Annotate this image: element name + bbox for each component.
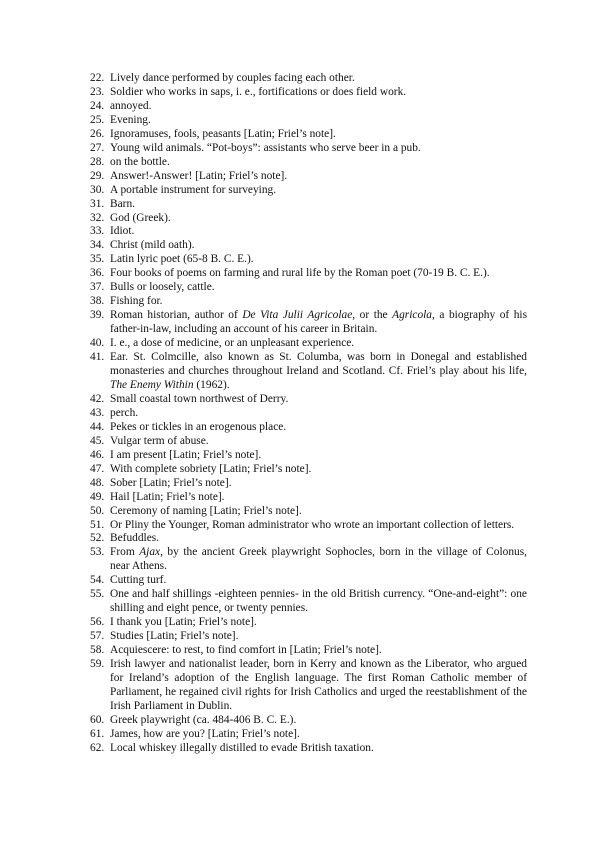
endnote-text-segment: Irish lawyer and nationalist leader, born in Kerry and known as the Liberator, who argued for Ireland’s adoption of the English language. The first Roman Catholic member of Parliament, he regained civil rights for Irish Catholics and urged the reestablishment of the Irish Parliament in Dublin.: [110, 658, 527, 712]
endnote-text: [110, 337, 527, 351]
endnote-number: 61.: [90, 727, 105, 740]
endnote-item: [90, 128, 527, 142]
endnote-text: [110, 658, 527, 714]
endnote-item: [90, 337, 527, 351]
endnote-text-segment: Latin lyric poet (65-8 B. C. E.).: [110, 253, 254, 266]
endnote-text-segment: Acquiescere: to rest, to find comfort in [Latin; Friel’s note].: [110, 644, 382, 657]
endnote-text-segment: Lively dance performed by couples facing each other.: [110, 72, 355, 84]
endnote-text: [110, 449, 527, 463]
endnote-text: [110, 742, 527, 756]
endnote-text: [110, 142, 527, 156]
endnotes-list: [90, 72, 527, 756]
endnote-text-segment: Barn.: [110, 197, 135, 210]
endnote-text-segment: With complete sobriety [Latin; Friel’s note].: [110, 462, 312, 475]
endnote-number: 43.: [90, 406, 105, 419]
endnote-text: [110, 728, 527, 742]
endnote-number: 46.: [90, 448, 105, 461]
endnote-item: [90, 100, 527, 114]
endnote-item: [90, 72, 527, 86]
endnote-text: [110, 630, 527, 644]
endnote-number: 59.: [90, 658, 105, 671]
endnote-number: 28.: [90, 155, 105, 168]
endnote-text-segment: Pekes or tickles in an erogenous place.: [110, 420, 287, 433]
endnote-text: [110, 198, 527, 212]
endnote-item: [90, 519, 527, 533]
endnote-text-segment: Or Pliny the Younger, Roman administrator who wrote an important collection of letters.: [110, 518, 515, 531]
endnote-item: [90, 644, 527, 658]
endnote-text: [110, 239, 527, 253]
endnote-text-segment: , by the ancient Greek playwright Sophocles, born in the village of Colonus, near Athens.: [110, 546, 528, 573]
endnote-text: [110, 72, 527, 86]
endnote-item: [90, 142, 527, 156]
endnote-text-segment: Ceremony of naming [Latin; Friel’s note].: [110, 504, 302, 517]
endnote-text: [110, 393, 527, 407]
endnote-text-segment: Local whiskey illegally distilled to evade British taxation.: [110, 741, 374, 754]
endnote-text-segment: Ear. St. Colmcille, also known as St. Columba, was born in Donegal and established monasteries and churches throughout Ireland and Scotland. Cf. Friel’s play about his life,: [110, 351, 527, 378]
endnote-number: 27.: [90, 141, 105, 154]
endnote-number: 24.: [90, 99, 105, 112]
endnote-number: 38.: [90, 295, 105, 308]
endnote-number: 62.: [90, 741, 105, 754]
endnote-text-segment: Four books of poems on farming and rural life by the Roman poet (70-19 B. C. E.).: [110, 267, 490, 280]
endnote-item: [90, 184, 527, 198]
endnote-italic-title: The Enemy Within: [110, 378, 194, 391]
endnote-text-segment: From: [110, 546, 140, 559]
endnote-text-segment: , a biography of his father-in-law, including an account of his career in Britain.: [110, 309, 528, 336]
endnote-text: [110, 491, 527, 505]
endnote-number: 41.: [90, 351, 105, 364]
endnote-text-segment: Fishing for.: [110, 295, 163, 308]
endnote-number: 35.: [90, 253, 105, 266]
endnote-text: [110, 574, 527, 588]
endnote-text: [110, 128, 527, 142]
endnote-item: [90, 239, 527, 253]
endnote-text: [110, 644, 527, 658]
endnote-number: 44.: [90, 420, 105, 433]
endnote-item: [90, 574, 527, 588]
endnote-number: 51.: [90, 518, 105, 531]
endnote-text: [110, 184, 527, 198]
endnote-item: [90, 742, 527, 756]
endnote-number: 31.: [90, 197, 105, 210]
endnote-item: [90, 198, 527, 212]
endnote-item: [90, 170, 527, 184]
endnote-text: [110, 309, 527, 337]
endnote-text-segment: perch.: [110, 406, 139, 419]
endnote-item: [90, 463, 527, 477]
endnote-item: [90, 351, 527, 393]
endnote-text-segment: Sober [Latin; Friel’s note].: [110, 476, 232, 489]
endnote-number: 56.: [90, 616, 105, 629]
endnote-text-segment: (1962).: [193, 378, 230, 391]
endnote-item: [90, 86, 527, 100]
endnote-text: [110, 588, 527, 616]
endnote-text: [110, 267, 527, 281]
endnote-number: 54.: [90, 574, 105, 587]
endnote-text-segment: Vulgar term of abuse.: [110, 434, 209, 447]
endnote-item: [90, 435, 527, 449]
endnote-text-segment: Befuddles.: [110, 532, 160, 545]
endnote-text: [110, 407, 527, 421]
endnote-item: [90, 225, 527, 239]
endnote-item: [90, 114, 527, 128]
endnote-text: [110, 86, 527, 100]
endnote-text: [110, 170, 527, 184]
endnote-text-segment: Young wild animals. “Pot-boys”: assistants who serve beer in a pub.: [110, 141, 421, 154]
endnote-text-segment: Evening.: [110, 113, 151, 126]
endnote-text: [110, 156, 527, 170]
endnote-number: 32.: [90, 211, 105, 224]
endnote-text-segment: Small coastal town northwest of Derry.: [110, 392, 289, 405]
endnote-number: 40.: [90, 337, 105, 350]
endnote-text-segment: Ignoramuses, fools, peasants [Latin; Friel’s note].: [110, 127, 336, 140]
endnote-item: [90, 588, 527, 616]
endnote-text-segment: Roman historian, author of: [110, 309, 243, 322]
endnote-text: [110, 295, 527, 309]
endnote-number: 49.: [90, 490, 105, 503]
endnote-number: 34.: [90, 239, 105, 252]
endnote-text: [110, 100, 527, 114]
endnote-item: [90, 267, 527, 281]
endnote-number: 45.: [90, 434, 105, 447]
endnote-item: [90, 309, 527, 337]
endnote-text-segment: annoyed.: [110, 99, 152, 112]
endnote-item: [90, 295, 527, 309]
endnote-number: 23.: [90, 85, 105, 98]
endnote-text: [110, 351, 527, 393]
endnote-number: 48.: [90, 476, 105, 489]
endnote-text-segment: Bulls or loosely, cattle.: [110, 281, 215, 294]
endnote-item: [90, 253, 527, 267]
endnote-item: [90, 393, 527, 407]
endnote-text: [110, 212, 527, 226]
endnote-text-segment: , or the: [352, 309, 393, 322]
endnote-item: [90, 491, 527, 505]
endnote-number: 22.: [90, 72, 105, 84]
endnote-number: 53.: [90, 546, 105, 559]
endnote-italic-title: Ajax: [139, 546, 161, 559]
endnote-item: [90, 281, 527, 295]
endnote-item: [90, 421, 527, 435]
endnote-number: 42.: [90, 392, 105, 405]
endnote-text-segment: I am present [Latin; Friel’s note].: [110, 448, 262, 461]
endnote-text-segment: One and half shillings -eighteen pennies- in the old British currency. “One-and-eight”: one shilling and eight pence, or twenty pennies.: [110, 588, 527, 615]
endnote-number: 55.: [90, 588, 105, 601]
endnote-item: [90, 212, 527, 226]
endnote-number: 29.: [90, 169, 105, 182]
endnote-text: [110, 532, 527, 546]
endnote-item: [90, 477, 527, 491]
endnote-text: [110, 477, 527, 491]
endnote-number: 33.: [90, 225, 105, 238]
endnote-text: [110, 546, 527, 574]
endnote-text-segment: Answer!-Answer! [Latin; Friel’s note].: [110, 169, 288, 182]
endnote-item: [90, 630, 527, 644]
endnote-text-segment: James, how are you? [Latin; Friel’s note].: [110, 727, 300, 740]
endnote-number: 60.: [90, 713, 105, 726]
endnote-text: [110, 421, 527, 435]
endnote-number: 25.: [90, 113, 105, 126]
endnote-text-segment: Christ (mild oath).: [110, 239, 195, 252]
endnote-text: [110, 114, 527, 128]
endnote-text-segment: I. e., a dose of medicine, or an unpleasant experience.: [110, 337, 355, 350]
endnote-text: [110, 616, 527, 630]
endnote-item: [90, 546, 527, 574]
endnote-number: 57.: [90, 630, 105, 643]
endnote-number: 58.: [90, 644, 105, 657]
endnote-number: 52.: [90, 532, 105, 545]
endnote-text: [110, 225, 527, 239]
endnote-italic-title: Agricola: [392, 309, 433, 322]
endnote-item: [90, 532, 527, 546]
endnote-text-segment: Cutting turf.: [110, 574, 167, 587]
endnote-text-segment: on the bottle.: [110, 155, 170, 168]
endnote-text-segment: A portable instrument for surveying.: [110, 183, 277, 196]
endnote-text-segment: Studies [Latin; Friel’s note].: [110, 630, 239, 643]
endnote-number: 36.: [90, 267, 105, 280]
endnote-text: [110, 519, 527, 533]
endnote-item: [90, 714, 527, 728]
endnote-item: [90, 449, 527, 463]
endnote-text-segment: God (Greek).: [110, 211, 171, 224]
endnote-item: [90, 728, 527, 742]
endnote-number: 47.: [90, 462, 105, 475]
endnote-text: [110, 714, 527, 728]
endnote-text: [110, 281, 527, 295]
endnote-item: [90, 658, 527, 714]
endnote-text-segment: Greek playwright (ca. 484-406 B. C. E.).: [110, 713, 297, 726]
endnote-number: 50.: [90, 504, 105, 517]
endnote-number: 30.: [90, 183, 105, 196]
endnote-item: [90, 616, 527, 630]
endnote-text: [110, 435, 527, 449]
endnote-text-segment: Soldier who works in saps, i. e., fortifications or does field work.: [110, 85, 407, 98]
endnote-item: [90, 156, 527, 170]
endnote-text-segment: I thank you [Latin; Friel’s note].: [110, 616, 257, 629]
endnote-number: 39.: [90, 309, 105, 322]
endnote-text: [110, 505, 527, 519]
endnote-item: [90, 407, 527, 421]
endnote-text-segment: Idiot.: [110, 225, 135, 238]
endnote-number: 26.: [90, 127, 105, 140]
endnote-text-segment: Hail [Latin; Friel’s note].: [110, 490, 225, 503]
endnote-item: [90, 505, 527, 519]
endnote-text: [110, 253, 527, 267]
endnote-italic-title: De Vita Julii Agricolae: [242, 309, 353, 322]
endnote-number: 37.: [90, 281, 105, 294]
endnote-text: [110, 463, 527, 477]
